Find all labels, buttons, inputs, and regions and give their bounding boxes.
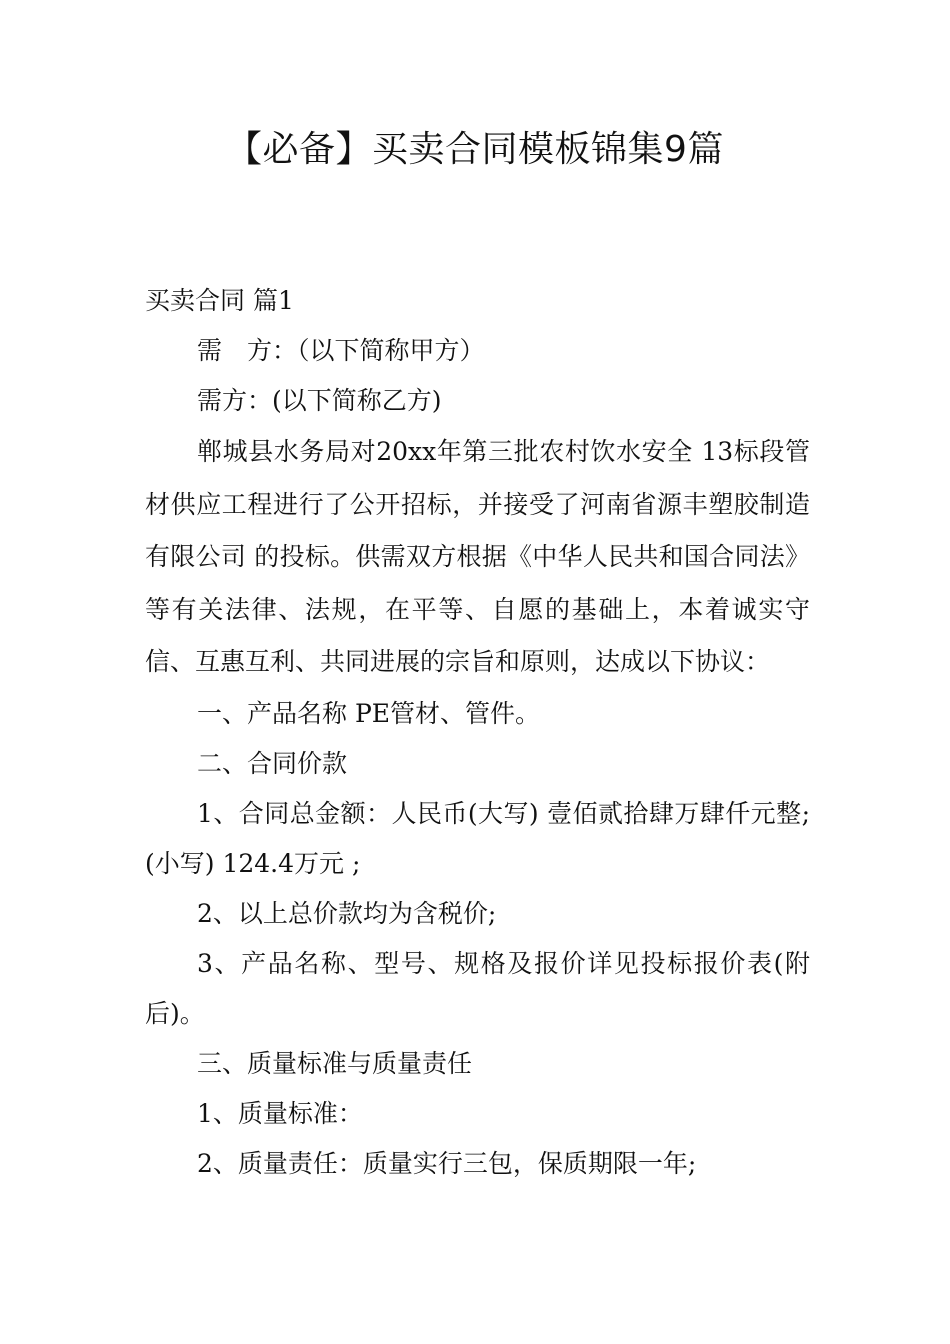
- paragraph-buyer: 需 方：（以下简称甲方）: [197, 336, 485, 365]
- paragraph-preamble: 郸城县水务局对20xx年第三批农村饮水安全 13标段管材供应工程进行了公开招标，并接受了河南省源丰塑胶制造有限公司 的投标。供需双方根据《中华人民共和国合同法》等有关法律、法规，在平等、自愿的基础上，本着诚实守信、互惠互利、共同进展的宗旨和原则，达成以下协议：: [145, 437, 810, 676]
- paragraph-quality-heading: 三、质量标准与质量责任: [197, 1048, 473, 1078]
- paragraph-price-details: 3、产品名称、型号、规格及报价详见投标报价表(附后)。: [145, 948, 810, 1028]
- paragraph-tax-included: 2、以上总价款均为含税价;: [197, 898, 497, 928]
- section-heading: 买卖合同 篇1: [145, 286, 294, 315]
- paragraph-seller: 需方：(以下简称乙方): [197, 386, 442, 415]
- document-title: 【必备】买卖合同模板锦集9篇: [226, 129, 724, 170]
- paragraph-contract-price-heading: 二、合同价款: [197, 748, 348, 778]
- paragraph-quality-standard: 1、质量标准：: [197, 1098, 363, 1128]
- paragraph-product-name: 一、产品名称 PE管材、管件。: [197, 698, 541, 728]
- paragraph-quality-responsibility: 2、质量责任：质量实行三包，保质期限一年;: [197, 1148, 697, 1178]
- document-body: [145, 276, 810, 1189]
- paragraph-total-amount: 1、合同总金额：人民币(大写) 壹佰贰拾肆万肆仟元整;(小写) 124.4万元 ;: [145, 798, 810, 878]
